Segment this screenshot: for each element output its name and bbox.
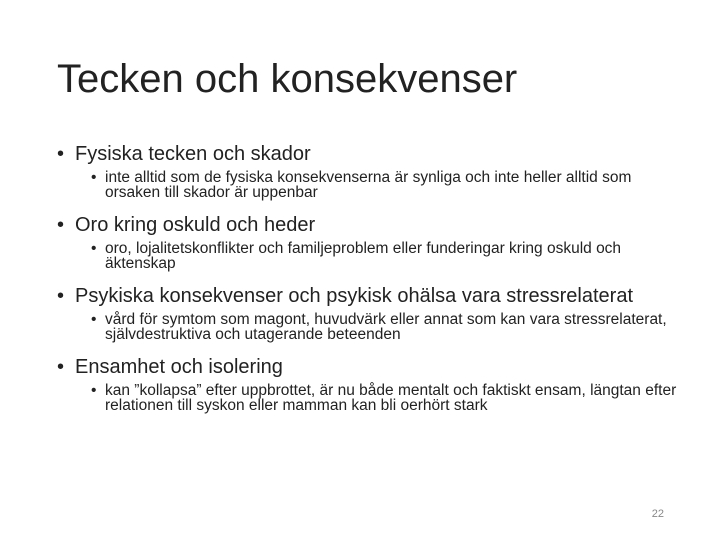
- sub-bullet-item: [57, 383, 677, 413]
- bullet-icon: •: [57, 356, 65, 378]
- bullet-list: [57, 143, 677, 427]
- bullet-icon: •: [91, 240, 97, 257]
- sub-bullet-text: vård för symtom som magont, huvudvärk eller annat som kan vara stressrelaterat, självdestruktiva och utagerande beteenden: [105, 311, 667, 343]
- bullet-icon: •: [57, 285, 65, 307]
- bullet-item: [57, 214, 677, 237]
- bullet-icon: •: [57, 214, 65, 236]
- page-number: 22: [651, 508, 664, 520]
- sub-bullet-text: inte alltid som de fysiska konsekvenserna är synliga och inte heller alltid som orsaken till skador är uppenbar: [105, 169, 632, 201]
- bullet-text: Fysiska tecken och skador: [75, 143, 311, 165]
- bullet-group-virginity-honor: [57, 214, 677, 271]
- sub-bullet-text: oro, lojalitetskonflikter och familjeproblem eller funderingar kring oskuld och äktenskap: [105, 240, 622, 272]
- bullet-group-psychological: [57, 285, 677, 342]
- bullet-icon: •: [91, 169, 97, 186]
- bullet-icon: •: [91, 311, 97, 328]
- sub-bullet-item: [57, 241, 677, 271]
- bullet-group-physical-signs: [57, 143, 677, 200]
- bullet-text: Ensamhet och isolering: [75, 356, 283, 378]
- sub-bullet-text: kan ”kollapsa” efter uppbrottet, är nu både mentalt och faktiskt ensam, längtan efter relationen till syskon eller mamman kan bli oerhört stark: [105, 382, 677, 414]
- bullet-item: [57, 143, 677, 166]
- bullet-item: [57, 356, 677, 379]
- sub-bullet-item: [57, 170, 677, 200]
- bullet-icon: •: [57, 143, 65, 165]
- bullet-group-loneliness: [57, 356, 677, 413]
- bullet-text: Oro kring oskuld och heder: [75, 214, 316, 236]
- bullet-text: Psykiska konsekvenser och psykisk ohälsa vara stressrelaterat: [75, 285, 634, 307]
- bullet-icon: •: [91, 382, 97, 399]
- sub-bullet-item: [57, 312, 677, 342]
- bullet-item: [57, 285, 677, 308]
- slide-title: Tecken och konsekvenser: [57, 57, 518, 101]
